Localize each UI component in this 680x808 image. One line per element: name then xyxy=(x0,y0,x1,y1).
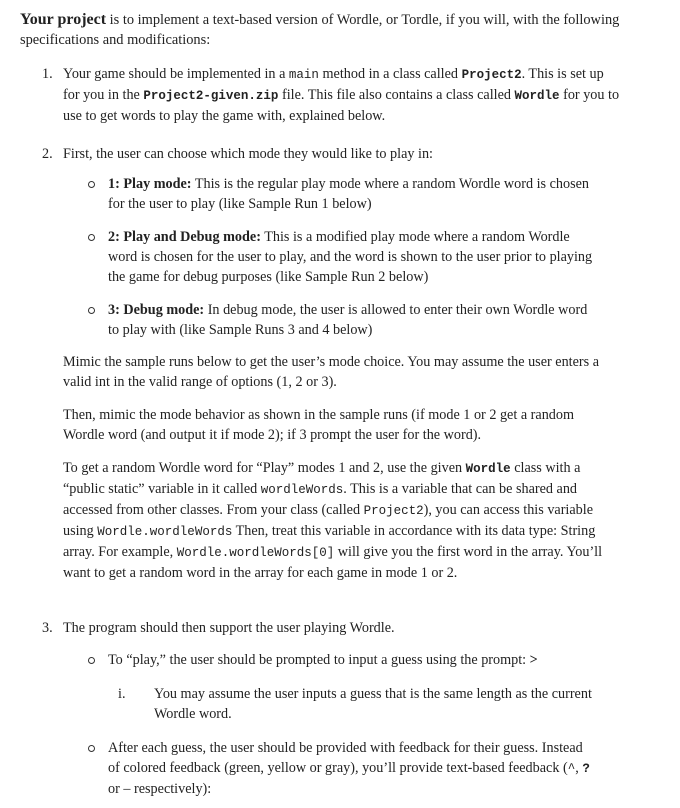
code-main: main xyxy=(288,68,319,82)
bullet-circle-icon xyxy=(88,307,95,314)
code-caret: ^ xyxy=(567,762,576,776)
mode-1-text xyxy=(108,174,598,214)
bullet-circle-icon xyxy=(88,745,95,752)
roman-text: You may assume the user inputs a guess that is the same length as the current Wordle word. xyxy=(154,686,592,722)
mode-behavior-paragraph: Then, mimic the mode behavior as shown in the sample runs (if mode 1 or 2 get a random Wordle word (and output it if mode 2); if 3 prompt the user for the word). xyxy=(63,407,575,443)
mode-3-text xyxy=(108,300,598,340)
play-prompt-text xyxy=(108,650,598,670)
p3-t1: To get a random Wordle word for “Play” modes 1 and 2, use the given xyxy=(63,460,466,476)
list-number-2: 2. xyxy=(42,146,53,162)
intro-text: is to implement a text-based version of Wordle, or Tordle, if you will, with the following specifications and modifications: xyxy=(20,12,620,48)
code-project2: Project2 xyxy=(363,504,424,518)
intro-lead: Your project xyxy=(20,11,107,28)
p3-t5: Then, treat this variable in accordance with its data type: String array. For example, xyxy=(63,523,596,560)
code-project2: Project2 xyxy=(461,68,522,82)
mode-2-text xyxy=(108,227,598,287)
item2-text: First, the user can choose which mode they would like to play in: xyxy=(63,146,433,162)
code-wordle: Wordle xyxy=(514,89,560,103)
mode-3-desc: In debug mode, the user is allowed to enter their own Wordle word to play with (like Sample Runs 3 and 4 below) xyxy=(108,302,588,338)
mode-1-label: 1: Play mode: xyxy=(108,176,192,192)
item3-text: The program should then support the user playing Wordle. xyxy=(63,620,395,636)
bullet-circle-icon xyxy=(88,234,95,241)
mode-1-desc: This is the regular play mode where a random Wordle word is chosen for the user to play (like Sample Run 1 below) xyxy=(108,176,589,212)
feedback-t2: , xyxy=(575,760,583,776)
p3-t4: ), you can access this variable using xyxy=(63,502,594,539)
code-wordlewords-index: Wordle.wordleWords[0] xyxy=(176,546,335,560)
list-number-3: 3. xyxy=(42,620,53,636)
bullet-circle-icon xyxy=(88,657,95,664)
prompt-symbol: > xyxy=(529,652,538,668)
bullet-circle-icon xyxy=(88,181,95,188)
item1-text xyxy=(63,64,623,126)
code-wordle-wordlewords: Wordle.wordleWords xyxy=(97,525,233,539)
feedback-t1: After each guess, the user should be provided with feedback for their guess. Instead of colored feedback (green, yellow or gray), you’ll provide text-based feedback ( xyxy=(108,740,583,776)
item1-t1: Your game should be implemented in a xyxy=(63,66,289,82)
item1-t2: method in a class called xyxy=(318,66,462,82)
code-zip: Project2-given.zip xyxy=(143,89,279,103)
code-question: ? xyxy=(582,762,590,776)
mode-choice-paragraph: Mimic the sample runs below to get the user’s mode choice. You may assume the user enters a valid int in the valid range of options (1, 2 or 3). xyxy=(63,354,599,390)
feedback-text xyxy=(108,738,598,799)
p3-t2: class with a “public static” variable in it called xyxy=(63,460,581,497)
item1-t3: . This is set up for you in the xyxy=(63,66,604,103)
mode-3-label: 3: Debug mode: xyxy=(108,302,205,318)
roman-numeral: i. xyxy=(118,686,126,702)
p3-t6: will give you the first word in the array. You’ll want to get a random word in the array for each game in mode 1 or 2. xyxy=(63,544,603,581)
mode-2-desc: This is a modified play mode where a random Wordle word is chosen for the user to play, and the word is shown to the user prior to playing the game for debug purposes (like Sample Run 2 below) xyxy=(108,229,593,285)
intro-paragraph xyxy=(20,10,640,50)
play-prompt-desc: To “play,” the user should be prompted to input a guess using the prompt: xyxy=(108,652,530,668)
mode-2-label: 2: Play and Debug mode: xyxy=(108,229,261,245)
item1-t4: file. This file also contains a class called xyxy=(278,87,515,103)
code-wordle: Wordle xyxy=(465,462,511,476)
code-wordlewords: wordleWords xyxy=(260,483,344,497)
p3-t3: . This is a variable that can be shared and accessed from other classes. From your class (called xyxy=(63,481,578,518)
random-word-paragraph xyxy=(63,458,618,583)
list-number-1: 1. xyxy=(42,66,53,82)
item1-t5: for you to use to get words to play the game with, explained below. xyxy=(63,87,620,124)
feedback-t3: or – respectively): xyxy=(108,781,212,797)
